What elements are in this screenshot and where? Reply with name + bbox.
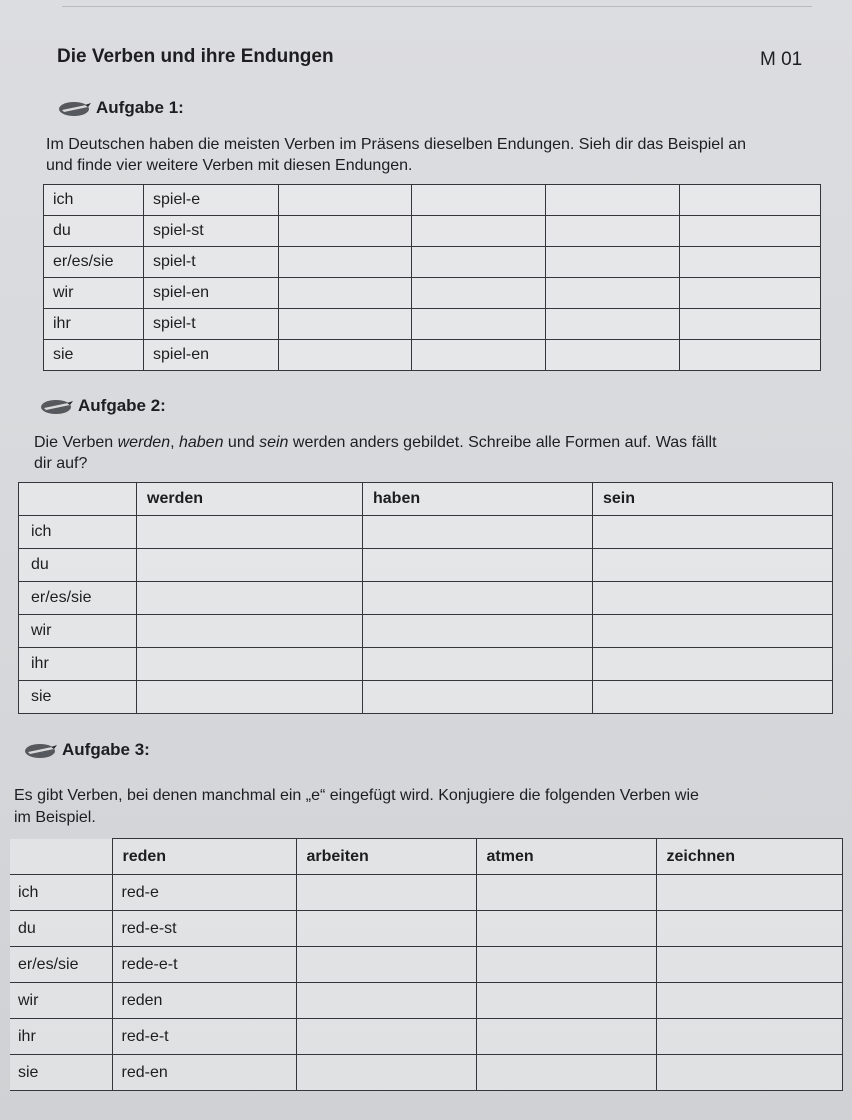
answer-cell[interactable] [680,309,821,340]
answer-cell[interactable] [680,185,821,216]
pronoun-cell: wir [10,983,112,1019]
answer-cell[interactable] [363,516,593,549]
answer-cell[interactable] [593,516,833,549]
answer-cell[interactable] [279,340,412,371]
table-row [19,516,833,549]
task1-title: Aufgabe 1: [96,98,184,117]
task1-heading [58,98,184,118]
answer-cell[interactable] [137,681,363,714]
answer-cell[interactable] [137,648,363,681]
task1-instructions [46,132,746,179]
table-row [44,185,821,216]
column-header: haben [363,483,593,516]
pronoun-cell: du [10,911,112,947]
answer-cell[interactable] [656,1019,842,1055]
pronoun-cell: sie [19,681,137,714]
column-header: atmen [476,839,656,875]
answer-cell[interactable] [279,309,412,340]
answer-cell[interactable] [279,247,412,278]
example-form-cell: red-e [112,875,296,911]
table-row [44,247,821,278]
task2-heading [40,396,166,416]
answer-cell[interactable] [279,216,412,247]
answer-cell[interactable] [546,247,680,278]
task1-line2: und finde vier weitere Verben mit diesen Endungen. [46,157,413,174]
column-header: zeichnen [656,839,842,875]
answer-cell[interactable] [137,615,363,648]
answer-cell[interactable] [363,681,593,714]
pronoun-cell: ich [19,516,137,549]
pronoun-cell: du [19,549,137,582]
task1-line1: Im Deutschen haben die meisten Verben im Präsens dieselben Endungen. Sieh dir das Beispiel an [46,136,746,153]
answer-cell[interactable] [363,648,593,681]
answer-cell[interactable] [593,648,833,681]
answer-cell[interactable] [137,516,363,549]
example-form-cell: rede-e-t [112,947,296,983]
page-title: Die Verben und ihre Endungen [57,46,334,67]
table-row [19,615,833,648]
answer-cell[interactable] [412,216,546,247]
table-row [10,1019,842,1055]
table-row [10,947,842,983]
table-row [10,983,842,1019]
answer-cell[interactable] [279,185,412,216]
answer-cell[interactable] [680,278,821,309]
answer-cell[interactable] [656,947,842,983]
table-row [44,278,821,309]
answer-cell[interactable] [363,582,593,615]
task3-line2: im Beispiel. [14,809,96,826]
task2-title: Aufgabe 2: [78,396,166,415]
example-form-cell: spiel-en [144,340,279,371]
answer-cell[interactable] [296,983,476,1019]
example-form-cell: red-e-t [112,1019,296,1055]
table-row [44,216,821,247]
answer-cell[interactable] [593,615,833,648]
pen-icon [24,741,58,759]
pronoun-cell: du [44,216,144,247]
answer-cell[interactable] [680,340,821,371]
pronoun-cell: ich [44,185,144,216]
table-row [19,549,833,582]
example-form-cell: spiel-t [144,247,279,278]
answer-cell[interactable] [656,1055,842,1091]
answer-cell[interactable] [296,1019,476,1055]
answer-cell[interactable] [476,947,656,983]
example-form-cell: spiel-t [144,309,279,340]
top-divider [62,6,812,7]
answer-cell[interactable] [296,875,476,911]
answer-cell[interactable] [546,278,680,309]
pen-icon [58,99,92,117]
answer-cell[interactable] [656,983,842,1019]
answer-cell[interactable] [296,947,476,983]
answer-cell[interactable] [476,911,656,947]
example-form-cell: spiel-en [144,278,279,309]
task1-table [43,184,821,371]
task2-table [18,482,833,714]
example-form-cell: reden [112,983,296,1019]
task3-heading [24,740,150,760]
pronoun-cell: wir [44,278,144,309]
task3-title: Aufgabe 3: [62,740,150,759]
table-row [10,875,842,911]
answer-cell[interactable] [476,1055,656,1091]
column-header: werden [137,483,363,516]
pronoun-cell: ihr [19,648,137,681]
table-row [44,340,821,371]
answer-cell[interactable] [656,911,842,947]
column-header: arbeiten [296,839,476,875]
pronoun-cell: ihr [10,1019,112,1055]
answer-cell[interactable] [279,278,412,309]
answer-cell[interactable] [412,340,546,371]
corner-cell [10,839,112,875]
example-form-cell: red-e-st [112,911,296,947]
task2-line1: Die Verben werden, haben und sein werden anders gebildet. Schreibe alle Formen auf. Was fällt [34,434,717,451]
example-form-cell: spiel-st [144,216,279,247]
answer-cell[interactable] [546,216,680,247]
task3-instructions [14,783,699,831]
answer-cell[interactable] [593,549,833,582]
task3-line1: Es gibt Verben, bei denen manchmal ein „e“ eingefügt wird. Konjugiere die folgenden Verben wie [14,787,699,804]
task2-line2: dir auf? [34,455,88,472]
pen-icon [40,397,74,415]
example-form-cell: red-en [112,1055,296,1091]
answer-cell[interactable] [680,247,821,278]
pronoun-cell: sie [44,340,144,371]
task2-instructions [34,430,717,477]
answer-cell[interactable] [546,340,680,371]
table-row [10,911,842,947]
answer-cell[interactable] [363,549,593,582]
answer-cell[interactable] [296,911,476,947]
pronoun-cell: sie [10,1055,112,1091]
answer-cell[interactable] [476,983,656,1019]
answer-cell[interactable] [476,1019,656,1055]
table-row [19,681,833,714]
answer-cell[interactable] [680,216,821,247]
answer-cell[interactable] [412,309,546,340]
answer-cell[interactable] [593,681,833,714]
table-row [19,582,833,615]
answer-cell[interactable] [593,582,833,615]
table-row [44,309,821,340]
column-header: sein [593,483,833,516]
example-form-cell: spiel-e [144,185,279,216]
pronoun-cell: er/es/sie [44,247,144,278]
table-row [10,1055,842,1091]
corner-cell [19,483,137,516]
answer-cell[interactable] [412,247,546,278]
answer-cell[interactable] [412,185,546,216]
pronoun-cell: er/es/sie [10,947,112,983]
column-header: reden [112,839,296,875]
worksheet-code: M 01 [760,49,803,70]
answer-cell[interactable] [296,1055,476,1091]
pronoun-cell: ihr [44,309,144,340]
table-row [19,648,833,681]
answer-cell[interactable] [476,875,656,911]
answer-cell[interactable] [137,582,363,615]
task3-table [10,838,843,1091]
answer-cell[interactable] [363,615,593,648]
pronoun-cell: ich [10,875,112,911]
answer-cell[interactable] [137,549,363,582]
answer-cell[interactable] [546,185,680,216]
pronoun-cell: er/es/sie [19,582,137,615]
pronoun-cell: wir [19,615,137,648]
answer-cell[interactable] [412,278,546,309]
answer-cell[interactable] [546,309,680,340]
answer-cell[interactable] [656,875,842,911]
